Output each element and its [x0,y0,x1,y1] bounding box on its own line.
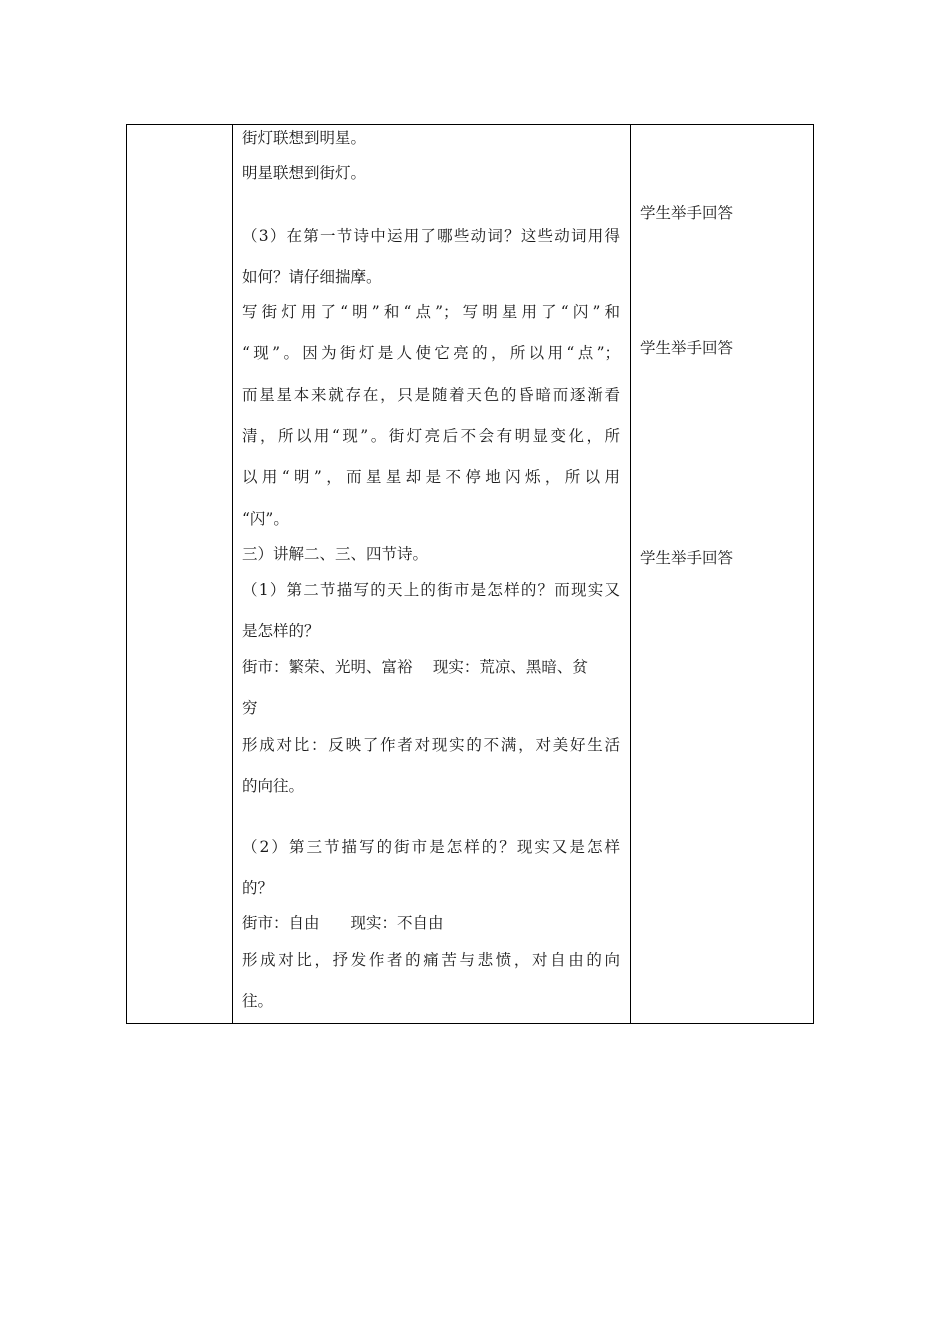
text-line: 街灯联想到明星。 [242,129,367,147]
student-note: 学生举手回答 [640,204,734,222]
text-line: 穷 [242,699,258,717]
column-divider-right [630,125,631,1023]
question-line: （1）第二节描写的天上的街市是怎样的？而现实又 [242,581,620,599]
student-note: 学生举手回答 [640,339,734,357]
text-line: “闪”。 [242,510,289,528]
question-line: 的？ [242,879,274,897]
text-line: 往。 [242,992,274,1010]
question-line: （3）在第一节诗中运用了哪些动词？这些动词用得 [242,227,620,245]
question-line: 如何？请仔细揣摩。 [242,268,382,286]
text-line: 的向往。 [242,777,305,795]
text-line: 而星星本来就存在，只是随着天色的昏暗而逐渐看 [242,386,620,404]
text-line: 写街灯用了“明”和“点”；写明星用了“闪”和 [242,303,620,321]
text-line: 形成对比：反映了作者对现实的不满，对美好生活 [242,736,620,754]
text-line: 清，所以用“现”。街灯亮后不会有明显变化，所 [242,427,620,445]
section-heading: 三）讲解二、三、四节诗。 [242,545,429,563]
text-line: 以用“明”，而星星却是不停地闪烁，所以用 [242,468,620,486]
student-note: 学生举手回答 [640,549,734,567]
text-line: 形成对比，抒发作者的痛苦与悲愤，对自由的向 [242,951,620,969]
text-line: 明星联想到街灯。 [242,164,367,182]
text-line: 街市：自由 现实：不自由 [242,914,444,932]
text-line: “现”。因为街灯是人使它亮的，所以用“点”； [242,344,620,362]
text-line: 街市：繁荣、光明、富裕 现实：荒凉、黑暗、贫 [242,658,588,676]
column-divider-left [232,125,233,1023]
question-line: 是怎样的？ [242,622,320,640]
question-line: （2）第三节描写的街市是怎样的？现实又是怎样 [242,838,620,856]
